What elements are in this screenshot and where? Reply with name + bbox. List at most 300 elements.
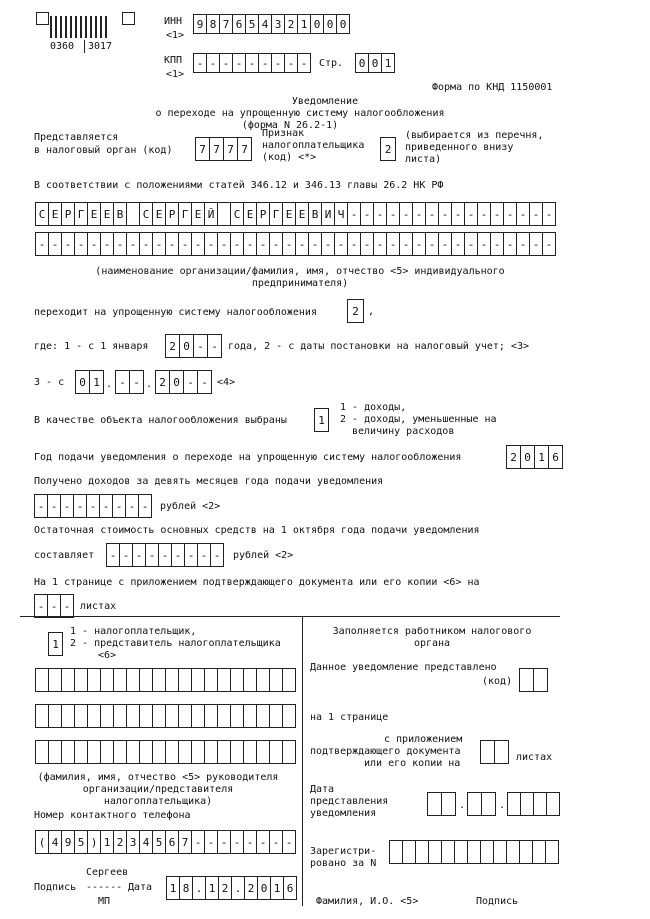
notice-year-text: Год подачи уведомления о переходе на упрощенную систему налогообложения bbox=[34, 452, 462, 463]
kpp-digit: - bbox=[246, 53, 259, 73]
char-cell bbox=[270, 740, 283, 764]
barcode-number-left: 0360 bbox=[50, 41, 75, 52]
tax-code-digit: 7 bbox=[210, 137, 224, 161]
notice-year-field[interactable] bbox=[506, 445, 563, 469]
char-cell bbox=[49, 704, 62, 728]
char-cell: - bbox=[192, 830, 205, 854]
phone-label: Номер контактного телефона bbox=[34, 810, 191, 821]
where-text-3: 3 - с bbox=[34, 377, 65, 388]
char-cell: - bbox=[61, 494, 74, 518]
char-cell: - bbox=[270, 232, 283, 256]
char-cell: - bbox=[452, 202, 465, 226]
char-cell: Е bbox=[153, 202, 166, 226]
char-cell bbox=[179, 668, 192, 692]
sign-date-digit: 6 bbox=[284, 876, 297, 900]
tax-object-digit: 1 bbox=[315, 408, 329, 432]
notice-year-digit: 6 bbox=[549, 445, 563, 469]
where-text-2: года, 2 - с даты постановки на налоговый учет; <3> bbox=[228, 341, 530, 352]
char-cell bbox=[153, 668, 166, 692]
kpp-digit: - bbox=[207, 53, 220, 73]
char-cell: - bbox=[478, 202, 491, 226]
taxpayer-sign-label: Признак bbox=[262, 128, 305, 139]
phone-field[interactable] bbox=[35, 830, 296, 854]
income-field[interactable] bbox=[34, 494, 152, 518]
char-cell: Е bbox=[88, 202, 101, 226]
officer-date-cell bbox=[547, 792, 560, 816]
kpp-label: КПП bbox=[164, 55, 183, 66]
char-cell bbox=[244, 740, 257, 764]
char-cell bbox=[244, 668, 257, 692]
char-cell: - bbox=[101, 232, 114, 256]
corner-marker-left bbox=[36, 12, 49, 25]
char-cell: - bbox=[35, 494, 48, 518]
char-cell: - bbox=[400, 232, 413, 256]
char-cell: - bbox=[172, 543, 185, 567]
officer-date-year[interactable] bbox=[507, 792, 560, 816]
sign-note-2: приведенного внизу bbox=[405, 142, 514, 153]
kpp-digit: - bbox=[298, 53, 311, 73]
date-month-digit: - bbox=[116, 370, 130, 394]
signer-option-ref: <6> bbox=[98, 650, 117, 661]
char-cell bbox=[231, 740, 244, 764]
signer-caption-3: налогоплательщика) bbox=[103, 796, 213, 807]
char-cell bbox=[62, 740, 75, 764]
char-cell: - bbox=[244, 232, 257, 256]
tax-code-digit: 7 bbox=[196, 137, 210, 161]
residual-prefix: составляет bbox=[34, 550, 95, 561]
officer-sheets-cell bbox=[495, 740, 509, 764]
char-cell: - bbox=[348, 202, 361, 226]
char-cell: - bbox=[491, 202, 504, 226]
taxpayer-sign-label-3: (код) <*> bbox=[262, 152, 317, 163]
char-cell: Е bbox=[283, 202, 296, 226]
kpp-digit: - bbox=[233, 53, 246, 73]
kpp-field[interactable] bbox=[193, 53, 311, 73]
char-cell: - bbox=[218, 232, 231, 256]
officer-date-day[interactable] bbox=[427, 792, 456, 816]
name-caption-2: предпринимателя) bbox=[251, 278, 349, 289]
char-cell: Р bbox=[62, 202, 75, 226]
char-cell: В bbox=[309, 202, 322, 226]
char-cell bbox=[88, 740, 101, 764]
date-year-digit: - bbox=[198, 370, 212, 394]
char-cell bbox=[114, 740, 127, 764]
char-cell: - bbox=[211, 543, 224, 567]
kpp-digit: - bbox=[285, 53, 298, 73]
barcode-number-right: 3017 bbox=[88, 41, 113, 52]
page-label: Стр. bbox=[319, 58, 344, 69]
doc-subtitle: о переходе на упрощенную систему налогообложения bbox=[155, 108, 445, 119]
sign-date-digit: 2 bbox=[245, 876, 258, 900]
char-cell bbox=[101, 740, 114, 764]
char-cell bbox=[75, 704, 88, 728]
sign-date-digit: 1 bbox=[206, 876, 219, 900]
inn-digit: 1 bbox=[298, 14, 311, 34]
char-cell: - bbox=[361, 232, 374, 256]
start-year-digit: - bbox=[208, 334, 222, 358]
officer-date-label: Дата bbox=[310, 784, 335, 795]
inn-label: ИНН bbox=[164, 16, 183, 27]
form-code: Форма по КНД 1150001 bbox=[432, 82, 553, 93]
char-cell bbox=[166, 668, 179, 692]
char-cell: - bbox=[335, 232, 348, 256]
tax-code-digit: 7 bbox=[238, 137, 252, 161]
inn-digit: 9 bbox=[194, 14, 207, 34]
char-cell bbox=[416, 840, 429, 864]
char-cell bbox=[244, 704, 257, 728]
char-cell bbox=[75, 668, 88, 692]
char-cell: Е bbox=[296, 202, 309, 226]
char-cell bbox=[257, 668, 270, 692]
sign-date-digit: 1 bbox=[271, 876, 284, 900]
sign-note: (выбирается из перечня, bbox=[405, 130, 544, 141]
officer-date-label-2: представления bbox=[310, 796, 389, 807]
char-cell: - bbox=[48, 494, 61, 518]
officer-code-label: (код) bbox=[482, 676, 513, 687]
sign-date-field[interactable] bbox=[166, 876, 297, 900]
officer-date-cell bbox=[428, 792, 442, 816]
char-cell: - bbox=[74, 494, 87, 518]
signer-caption-2: организации/представителя bbox=[82, 784, 234, 795]
presented-label: Представляется bbox=[34, 132, 119, 143]
officer-date-label-3: уведомления bbox=[310, 808, 377, 819]
notice-year-digit: 0 bbox=[521, 445, 535, 469]
date-year-field[interactable] bbox=[155, 370, 212, 394]
kpp-digit: - bbox=[220, 53, 233, 73]
char-cell: - bbox=[75, 232, 88, 256]
char-cell: - bbox=[198, 543, 211, 567]
char-cell: 5 bbox=[153, 830, 166, 854]
char-cell: Г bbox=[179, 202, 192, 226]
officer-code-field[interactable] bbox=[519, 668, 548, 692]
kpp-digit: - bbox=[272, 53, 285, 73]
attachment-text: На 1 странице с приложением подтверждающего документа или его копии <6> на bbox=[34, 577, 480, 588]
officer-attach-unit: листах bbox=[516, 752, 553, 763]
char-cell: Е bbox=[49, 202, 62, 226]
char-cell: - bbox=[452, 232, 465, 256]
char-cell: - bbox=[361, 202, 374, 226]
char-cell: - bbox=[543, 232, 556, 256]
char-cell bbox=[218, 704, 231, 728]
signer-option-1: 1 - налогоплательщик, bbox=[70, 626, 197, 637]
char-cell: - bbox=[179, 232, 192, 256]
notice-year-digit: 1 bbox=[535, 445, 549, 469]
transition-type-field[interactable] bbox=[347, 299, 364, 323]
income-unit: рублей <2> bbox=[160, 501, 221, 512]
char-cell: Г bbox=[270, 202, 283, 226]
taxpayer-sign-field[interactable] bbox=[380, 137, 396, 161]
char-cell bbox=[442, 840, 455, 864]
char-cell bbox=[101, 704, 114, 728]
doc-form-number: (форма N 26.2-1) bbox=[241, 120, 339, 131]
char-cell bbox=[49, 668, 62, 692]
char-cell: Е bbox=[192, 202, 205, 226]
officer-attach-2: подтверждающего документа bbox=[310, 746, 461, 757]
char-cell bbox=[231, 668, 244, 692]
char-cell bbox=[205, 668, 218, 692]
page-digit: 0 bbox=[369, 53, 382, 73]
char-cell bbox=[179, 704, 192, 728]
officer-date-cell bbox=[482, 792, 496, 816]
corner-marker-right bbox=[122, 12, 135, 25]
sign-date-digit: 2 bbox=[219, 876, 232, 900]
char-cell: - bbox=[283, 232, 296, 256]
char-cell: - bbox=[387, 202, 400, 226]
char-cell bbox=[270, 668, 283, 692]
tax-object-field[interactable] bbox=[314, 408, 329, 432]
char-cell: - bbox=[139, 494, 152, 518]
char-cell: - bbox=[322, 232, 335, 256]
signer-name-row-3[interactable] bbox=[35, 740, 296, 764]
char-cell: - bbox=[231, 830, 244, 854]
char-cell: - bbox=[348, 232, 361, 256]
inn-digit: 0 bbox=[311, 14, 324, 34]
signer-caption: (фамилия, имя, отчество <5> руководителя bbox=[37, 772, 279, 783]
taxpayer-name-row-1[interactable] bbox=[35, 202, 556, 226]
char-cell bbox=[127, 668, 140, 692]
signature-name: Сергеев bbox=[86, 867, 129, 878]
char-cell: - bbox=[413, 202, 426, 226]
char-cell bbox=[140, 704, 153, 728]
char-cell: - bbox=[218, 830, 231, 854]
char-cell bbox=[140, 740, 153, 764]
char-cell: - bbox=[126, 494, 139, 518]
column-divider bbox=[302, 616, 303, 906]
char-cell: - bbox=[309, 232, 322, 256]
char-cell: - bbox=[205, 830, 218, 854]
char-cell bbox=[403, 840, 416, 864]
officer-presented: Данное уведомление представлено bbox=[310, 662, 497, 673]
officer-sheets-field[interactable] bbox=[480, 740, 509, 764]
char-cell bbox=[36, 740, 49, 764]
char-cell bbox=[88, 668, 101, 692]
char-cell: И bbox=[322, 202, 335, 226]
char-cell bbox=[36, 704, 49, 728]
object-option-2: 2 - доходы, уменьшенные на bbox=[340, 414, 497, 425]
char-cell: - bbox=[205, 232, 218, 256]
date-day-field[interactable] bbox=[75, 370, 104, 394]
inn-field[interactable] bbox=[193, 14, 350, 34]
char-cell: - bbox=[140, 232, 153, 256]
officer-date-month[interactable] bbox=[467, 792, 496, 816]
char-cell: 4 bbox=[140, 830, 153, 854]
char-cell: - bbox=[185, 543, 198, 567]
officer-date-dot: . bbox=[499, 800, 506, 811]
char-cell bbox=[75, 740, 88, 764]
registered-label-2: ровано за N bbox=[310, 858, 377, 869]
char-cell: - bbox=[88, 232, 101, 256]
officer-date-cell bbox=[468, 792, 482, 816]
start-year-field[interactable] bbox=[165, 334, 222, 358]
char-cell: - bbox=[159, 543, 172, 567]
taxpayer-sign-digit: 2 bbox=[381, 137, 396, 161]
attachment-unit: листах bbox=[80, 601, 117, 612]
page-number-field[interactable] bbox=[355, 53, 395, 73]
char-cell: - bbox=[120, 543, 133, 567]
char-cell: - bbox=[426, 232, 439, 256]
signature-line: ------ bbox=[86, 882, 123, 893]
char-cell: 2 bbox=[114, 830, 127, 854]
tax-office-code-field[interactable] bbox=[195, 137, 252, 161]
char-cell bbox=[88, 704, 101, 728]
char-cell: С bbox=[231, 202, 244, 226]
sign-date-digit: 8 bbox=[180, 876, 193, 900]
char-cell: - bbox=[270, 830, 283, 854]
char-cell: - bbox=[543, 202, 556, 226]
char-cell: 3 bbox=[127, 830, 140, 854]
char-cell bbox=[127, 704, 140, 728]
char-cell: - bbox=[439, 232, 452, 256]
char-cell bbox=[520, 840, 533, 864]
char-cell: - bbox=[146, 543, 159, 567]
char-cell: - bbox=[517, 202, 530, 226]
date-month-field[interactable] bbox=[115, 370, 144, 394]
char-cell: - bbox=[153, 232, 166, 256]
char-cell: Й bbox=[205, 202, 218, 226]
signer-type-digit: 1 bbox=[49, 632, 63, 656]
char-cell bbox=[481, 840, 494, 864]
char-cell bbox=[140, 668, 153, 692]
char-cell bbox=[468, 840, 481, 864]
name-caption: (наименование организации/фамилия, имя, отчество <5> индивидуального bbox=[95, 266, 505, 277]
char-cell: - bbox=[478, 232, 491, 256]
officer-date-dot: . bbox=[459, 800, 466, 811]
char-cell: - bbox=[127, 232, 140, 256]
date-year-digit: 0 bbox=[170, 370, 184, 394]
char-cell bbox=[218, 668, 231, 692]
char-cell bbox=[494, 840, 507, 864]
char-cell: - bbox=[439, 202, 452, 226]
registration-number-field[interactable] bbox=[389, 840, 559, 864]
char-cell bbox=[205, 704, 218, 728]
taxpayer-name-row-2[interactable] bbox=[35, 232, 556, 256]
char-cell: - bbox=[36, 232, 49, 256]
officer-date-cell bbox=[508, 792, 521, 816]
officer-date-cell bbox=[534, 792, 547, 816]
char-cell bbox=[257, 704, 270, 728]
income-text: Получено доходов за девять месяцев года подачи уведомления bbox=[34, 476, 384, 487]
char-cell: - bbox=[400, 202, 413, 226]
char-cell bbox=[36, 668, 49, 692]
char-cell bbox=[257, 740, 270, 764]
char-cell: - bbox=[296, 232, 309, 256]
date-label: Дата bbox=[128, 882, 153, 893]
officer-code-cell bbox=[520, 668, 534, 692]
registered-label: Зарегистри- bbox=[310, 846, 377, 857]
officer-sign-label: Подпись bbox=[476, 896, 519, 907]
char-cell: С bbox=[140, 202, 153, 226]
kpp-digit: - bbox=[194, 53, 207, 73]
char-cell: - bbox=[504, 232, 517, 256]
attachment-digit: - bbox=[61, 594, 74, 618]
char-cell bbox=[127, 740, 140, 764]
object-option-2b: величину расходов bbox=[352, 426, 455, 437]
legal-basis-text: В соответствии с положениями статей 346.12 и 346.13 главы 26.2 НК РФ bbox=[34, 180, 444, 191]
char-cell bbox=[114, 668, 127, 692]
char-cell bbox=[283, 668, 296, 692]
doc-title: Уведомление bbox=[291, 96, 359, 107]
attachment-digit: - bbox=[35, 594, 48, 618]
sign-date-digit: . bbox=[193, 876, 206, 900]
officer-pages: на 1 странице bbox=[310, 712, 389, 723]
date-year-digit: 2 bbox=[156, 370, 170, 394]
officer-sheets-cell bbox=[481, 740, 495, 764]
inn-digit: 8 bbox=[207, 14, 220, 34]
start-year-digit: - bbox=[194, 334, 208, 358]
tax-code-digit: 7 bbox=[224, 137, 238, 161]
char-cell: ( bbox=[36, 830, 49, 854]
char-cell: - bbox=[465, 202, 478, 226]
date-year-digit: - bbox=[184, 370, 198, 394]
char-cell: ) bbox=[88, 830, 101, 854]
char-cell bbox=[62, 704, 75, 728]
char-cell: - bbox=[517, 232, 530, 256]
kpp-ref: <1> bbox=[166, 69, 185, 80]
char-cell: - bbox=[133, 543, 146, 567]
object-option-1: 1 - доходы, bbox=[340, 402, 407, 413]
char-cell: - bbox=[244, 830, 257, 854]
presented-label-2: в налоговый орган (код) bbox=[34, 145, 173, 156]
signer-option-2: 2 - представитель налогоплательщика bbox=[70, 638, 281, 649]
char-cell bbox=[192, 668, 205, 692]
signer-name-row-2[interactable] bbox=[35, 704, 296, 728]
page-digit: 1 bbox=[382, 53, 395, 73]
kpp-digit: - bbox=[259, 53, 272, 73]
inn-digit: 3 bbox=[272, 14, 285, 34]
signer-type-field[interactable] bbox=[48, 632, 63, 656]
char-cell bbox=[218, 740, 231, 764]
signature-label: Подпись bbox=[34, 882, 77, 893]
char-cell: - bbox=[192, 232, 205, 256]
char-cell: - bbox=[530, 232, 543, 256]
char-cell bbox=[507, 840, 520, 864]
char-cell bbox=[205, 740, 218, 764]
inn-digit: 7 bbox=[220, 14, 233, 34]
char-cell bbox=[218, 202, 231, 226]
char-cell: - bbox=[166, 232, 179, 256]
char-cell bbox=[114, 704, 127, 728]
char-cell bbox=[153, 740, 166, 764]
attachment-sheets-field[interactable] bbox=[34, 594, 74, 618]
signer-name-row-1[interactable] bbox=[35, 668, 296, 692]
char-cell: - bbox=[231, 232, 244, 256]
char-cell: 7 bbox=[179, 830, 192, 854]
char-cell: - bbox=[530, 202, 543, 226]
officer-attach-3: или его копии на bbox=[364, 758, 461, 769]
char-cell: Г bbox=[75, 202, 88, 226]
char-cell: В bbox=[114, 202, 127, 226]
char-cell: - bbox=[387, 232, 400, 256]
officer-attach: с приложением bbox=[384, 734, 463, 745]
char-cell bbox=[270, 704, 283, 728]
inn-digit: 4 bbox=[259, 14, 272, 34]
transition-type-digit: 2 bbox=[348, 299, 364, 323]
char-cell: - bbox=[62, 232, 75, 256]
char-cell bbox=[455, 840, 468, 864]
char-cell: 9 bbox=[62, 830, 75, 854]
inn-digit: 5 bbox=[246, 14, 259, 34]
where-text-1: где: 1 - с 1 января bbox=[34, 341, 149, 352]
char-cell: - bbox=[374, 202, 387, 226]
officer-date-cell bbox=[521, 792, 534, 816]
residual-field[interactable] bbox=[106, 543, 224, 567]
officer-date-cell bbox=[442, 792, 456, 816]
date-dot: . bbox=[146, 379, 153, 390]
char-cell: - bbox=[113, 494, 126, 518]
sign-date-digit: 0 bbox=[258, 876, 271, 900]
notice-year-digit: 2 bbox=[507, 445, 521, 469]
char-cell: - bbox=[257, 830, 270, 854]
